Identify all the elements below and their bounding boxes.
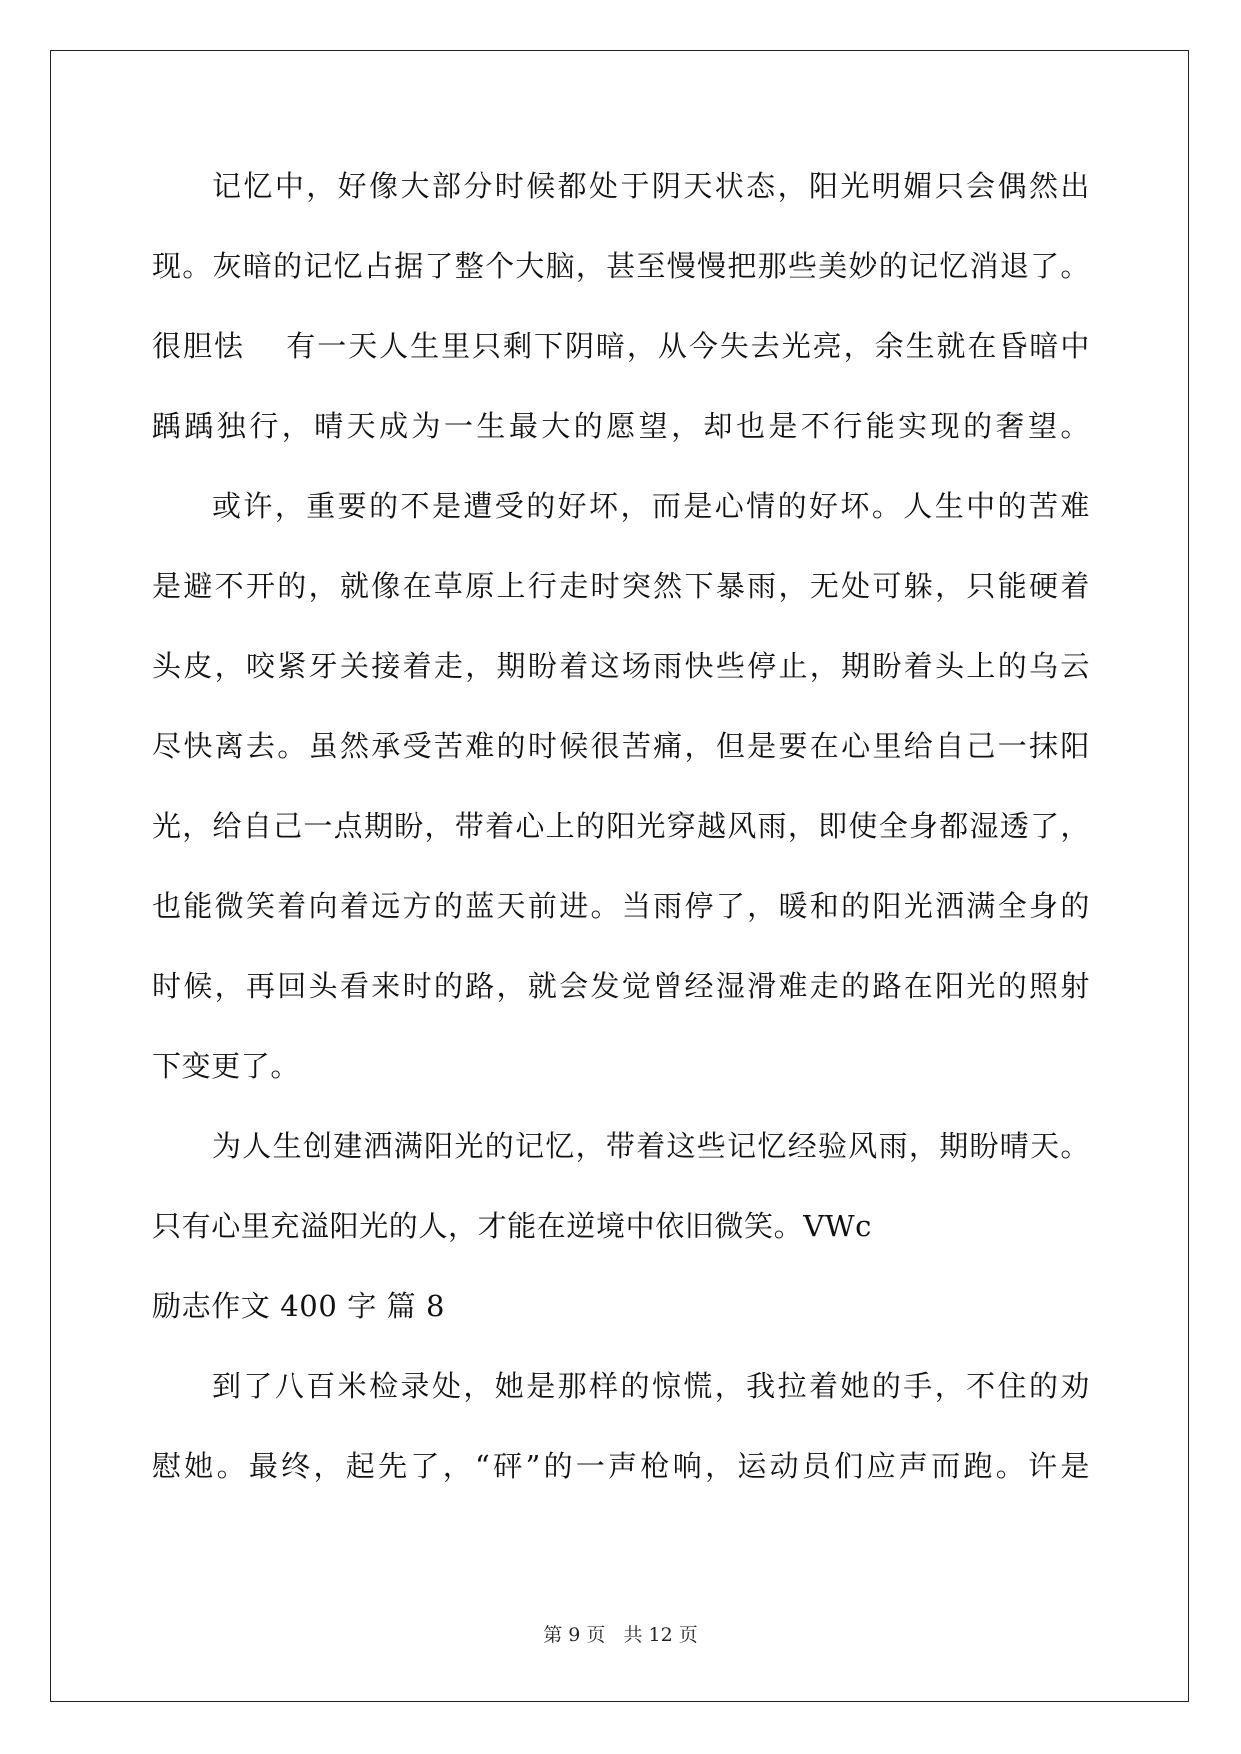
text-line: 时候，再回头看来时的路，就会发觉曾经湿滑难走的路在阳光的照射 xyxy=(152,969,1090,1003)
text-line: 到了八百米检录处，她是那样的惊慌，我拉着她的手，不住的劝 xyxy=(212,1369,1090,1403)
page-footer xyxy=(0,1620,1241,1647)
page-total: 共 12 页 xyxy=(623,1624,698,1646)
text-line: 踽踽独行，晴天成为一生最大的愿望，却也是不行能实现的奢望。 xyxy=(152,409,1090,443)
text-line: 光，给自己一点期盼，带着心上的阳光穿越风雨，即使全身都湿透了， xyxy=(152,809,1090,843)
text-fragment: 很胆怯 xyxy=(152,329,245,363)
text-line: 为人生创建洒满阳光的记忆，带着这些记忆经验风雨，期盼晴天。 xyxy=(212,1129,1090,1163)
text-line: 下变更了。 xyxy=(152,1049,301,1083)
text-line: 尽快离去。虽然承受苦难的时候很苦痛，但是要在心里给自己一抹阳 xyxy=(152,729,1090,763)
text-line: 现。灰暗的记忆占据了整个大脑，甚至慢慢把那些美妙的记忆消退了。 xyxy=(152,249,1090,283)
page-number: 第 9 页 xyxy=(543,1624,606,1646)
text-line: 是避不开的，就像在草原上行走时突然下暴雨，无处可躲，只能硬着 xyxy=(152,569,1090,603)
text-line: 只有心里充溢阳光的人，才能在逆境中依旧微笑。VWc xyxy=(152,1209,872,1243)
text-line: 慰她。最终，起先了，“砰”的一声枪响，运动员们应声而跑。许是 xyxy=(152,1449,1090,1483)
text-line xyxy=(152,318,1090,398)
text-fragment: 有一天人生里只剩下阴暗，从今失去光亮，余生就在昏暗中 xyxy=(284,329,1090,363)
text-line: 也能微笑着向着远方的蓝天前进。当雨停了，暖和的阳光洒满全身的 xyxy=(152,889,1090,923)
text-line: 头皮，咬紧牙关接着走，期盼着这场雨快些停止，期盼着头上的乌云 xyxy=(152,649,1090,683)
text-line: 或许，重要的不是遭受的好坏，而是心情的好坏。人生中的苦难 xyxy=(212,489,1090,523)
text-line: 记忆中，好像大部分时候都处于阴天状态，阳光明媚只会偶然出 xyxy=(212,169,1090,203)
document-body xyxy=(152,158,1090,1518)
section-heading: 励志作文 400 字 篇 8 xyxy=(152,1289,446,1323)
